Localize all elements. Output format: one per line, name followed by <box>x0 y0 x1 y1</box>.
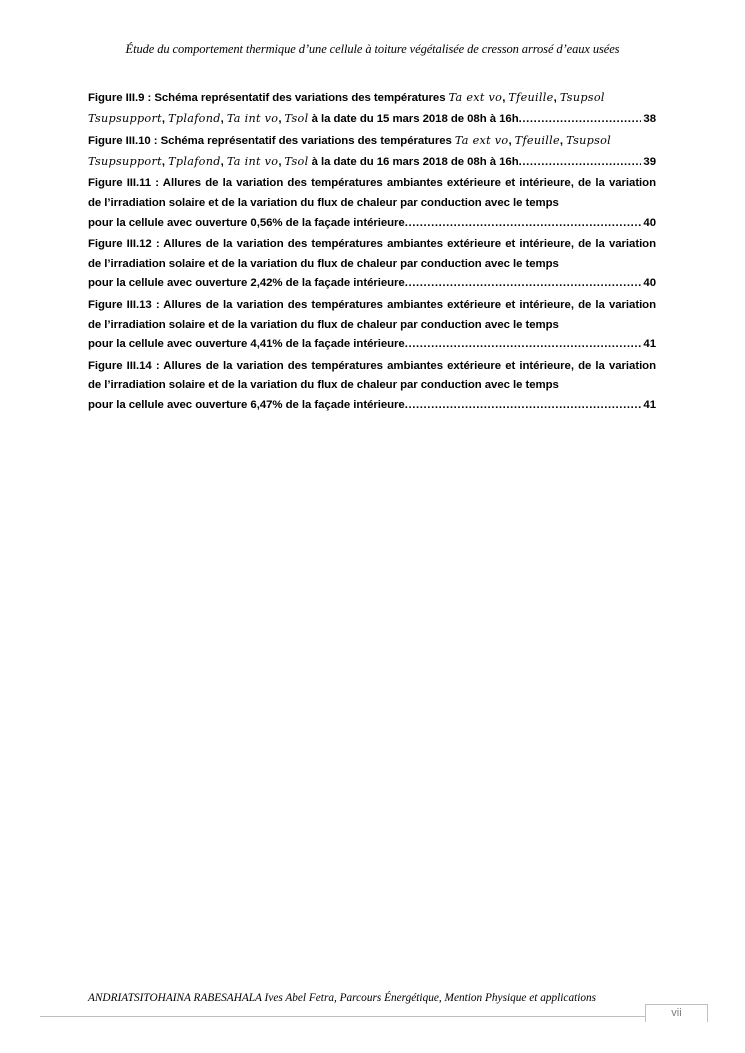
math-symbol: Ta int vo <box>226 111 279 125</box>
toc-page-number[interactable]: 40 <box>643 216 656 229</box>
math-symbol: Tsupsupport <box>88 154 162 168</box>
math-symbol: Tsol <box>284 111 309 125</box>
toc-entry-tail: à la date du 16 mars 2018 de 08h à 16h <box>311 155 519 168</box>
dot-leader <box>405 274 642 294</box>
math-symbol: Ta ext vo <box>454 134 509 148</box>
toc-entry-last-line: Tsupsupport, Tplafond, Ta int vo, Tsol à la date du 15 mars 2018 de 08h à 16h ..... 38 <box>88 109 656 130</box>
dot-leader <box>405 214 642 234</box>
dot-leader <box>519 110 642 130</box>
toc-entry-tail: pour la cellule avec ouverture 6,47% de la façade intérieure <box>88 398 405 411</box>
math-symbol: Tplafond <box>168 154 221 168</box>
toc-entry-figure-iii-11[interactable] <box>88 174 656 233</box>
toc-entry-tail: pour la cellule avec ouverture 4,41% de la façade intérieure <box>88 338 405 351</box>
toc-page-number[interactable]: 41 <box>643 398 656 411</box>
toc-entry-lead: Figure III.14 : Allures de la variation des températures ambiantes extérieure et intérieure, de la variation de l’irradiation solaire et de la variation du flux de chaleur par conduction avec le temps <box>88 359 656 392</box>
toc-page-number[interactable]: 38 <box>643 112 656 125</box>
math-symbol: Tplafond <box>168 111 221 125</box>
toc-entry-tail: pour la cellule avec ouverture 0,56% de la façade intérieure <box>88 216 405 229</box>
dot-leader <box>519 153 642 173</box>
toc-page-number[interactable]: 40 <box>643 277 656 290</box>
math-symbol: Tfeuille <box>514 134 560 148</box>
math-symbol: Tsupsol <box>559 91 605 104</box>
list-of-figures <box>88 88 656 418</box>
page-number: vii <box>645 1004 708 1022</box>
footer-divider <box>40 1016 645 1017</box>
toc-entry-tail: pour la cellule avec ouverture 2,42% de la façade intérieure <box>88 277 405 290</box>
toc-entry-figure-iii-9[interactable] <box>88 88 656 129</box>
toc-page-number[interactable]: 39 <box>643 155 656 168</box>
toc-entry-tail: à la date du 15 mars 2018 de 08h à 16h <box>311 112 519 125</box>
toc-entry-first-line: Figure III.10 : Schéma représentatif des variations des températures Ta ext vo, Tfeuille, Tsupsol <box>88 134 612 148</box>
math-symbol: Tsupsupport <box>88 111 162 125</box>
toc-entry-lead: Figure III.13 : Allures de la variation des températures ambiantes extérieure et intérieure, de la variation de l’irradiation solaire et de la variation du flux de chaleur par conduction avec le temps <box>88 298 656 331</box>
math-symbol: Ta ext vo <box>448 91 503 104</box>
toc-entry-last-line <box>88 214 656 234</box>
dot-leader <box>405 335 642 355</box>
toc-entry-last-line: Tsupsupport, Tplafond, Ta int vo, Tsol à la date du 16 mars 2018 de 08h à 16h ..... 39 <box>88 152 656 173</box>
math-symbol: Tsupsol <box>566 134 612 148</box>
toc-entry-lead: Figure III.12 : Allures de la variation des températures ambiantes extérieure et intérieure, de la variation de l’irradiation solaire et de la variation du flux de chaleur par conduction avec le temps <box>88 238 656 270</box>
toc-entry-lead: Figure III.11 : Allures de la variation des températures ambiantes extérieure et intérieure, de la variation de l’irradiation solaire et de la variation du flux de chaleur par conduction avec le temps <box>88 177 656 209</box>
toc-entry-figure-iii-13[interactable] <box>88 296 656 355</box>
toc-entry-figure-iii-12[interactable] <box>88 235 656 294</box>
toc-entry-figure-iii-14[interactable] <box>88 357 656 416</box>
running-footer: ANDRIATSITOHAINA RABESAHALA Ives Abel Fetra, Parcours Énergétique, Mention Physique et applications <box>88 992 597 1004</box>
toc-entry-last-line <box>88 396 656 416</box>
toc-page-number[interactable]: 41 <box>643 338 656 351</box>
toc-entry-last-line <box>88 274 656 294</box>
toc-entry-label: Figure III.9 : Schéma représentatif des variations des températures <box>88 92 446 104</box>
toc-entry-label: Figure III.10 : Schéma représentatif des variations des températures <box>88 135 452 148</box>
running-header: Étude du comportement thermique d’une cellule à toiture végétalisée de cresson arrosé d’eaux usées <box>125 42 620 56</box>
toc-entry-first-line: Figure III.9 : Schéma représentatif des variations des températures Ta ext vo, Tfeuille, Tsupsol <box>88 91 605 104</box>
dot-leader <box>405 396 642 416</box>
math-symbol: Ta int vo <box>226 154 279 168</box>
math-symbol: Tfeuille <box>508 91 554 104</box>
toc-entry-figure-iii-10[interactable] <box>88 131 656 172</box>
toc-entry-last-line <box>88 335 656 355</box>
math-symbol: Tsol <box>284 154 309 168</box>
